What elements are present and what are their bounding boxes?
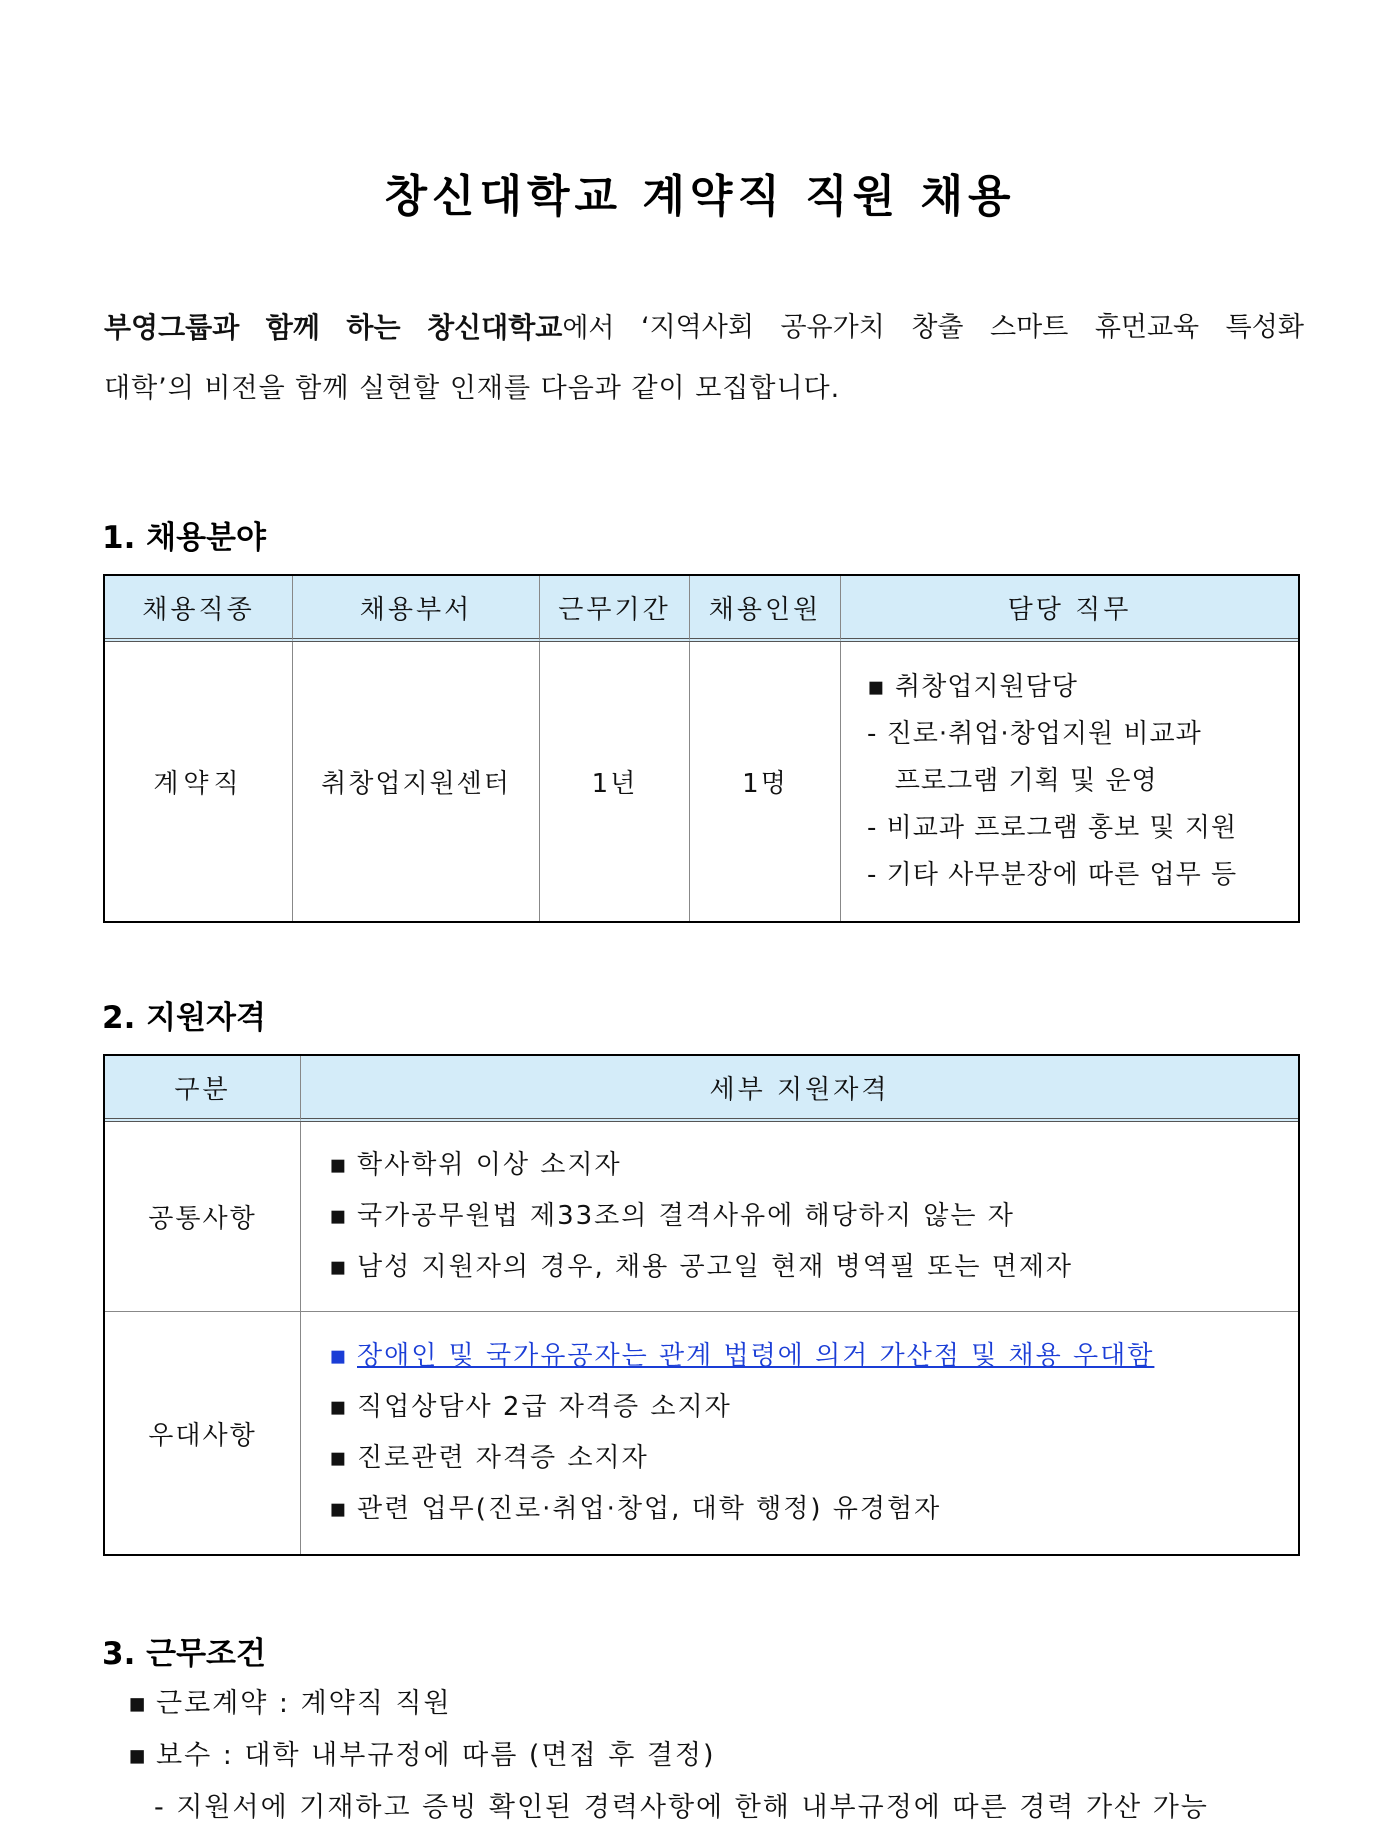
cell-pref-label: 우대사항 <box>105 1312 301 1554</box>
header-duty: 담당 직무 <box>841 576 1298 642</box>
table-row <box>105 642 1298 921</box>
intro-paragraph <box>104 298 1304 419</box>
intro-word: 특성화 <box>1225 312 1304 343</box>
bullet-square-icon: ▪ <box>128 1688 149 1719</box>
intro-line-1 <box>104 298 1304 359</box>
list-item: ▪ 국가공무원법 제33조의 결격사유에 해당하지 않는 자 <box>329 1191 1298 1242</box>
cell-job-type: 계약직 <box>105 642 293 921</box>
bullet-square-icon: ▪ <box>329 1150 349 1180</box>
recruitment-table <box>103 574 1300 923</box>
header-headcount: 채용인원 <box>690 576 841 642</box>
header-department: 채용부서 <box>293 576 540 642</box>
bullet-square-icon: ▪ <box>329 1252 349 1282</box>
qualifications-table <box>103 1054 1300 1556</box>
bullet-square-icon: ▪ <box>128 1740 149 1771</box>
table-header-row <box>105 576 1298 642</box>
cell-duty <box>841 642 1298 921</box>
intro-line-2: 대학’의 비전을 함께 실현할 인재를 다음과 같이 모집합니다. <box>104 373 841 404</box>
duty-line: - 진로·취업·창업지원 비교과 <box>867 719 1202 749</box>
duty-line: - 비교과 프로그램 홍보 및 지원 <box>867 813 1238 843</box>
list-item-note: - 지원서에 기재하고 증빙 확인된 경력사항에 한해 내부규정에 따른 경력 가산 가능 <box>154 1792 1209 1823</box>
intro-university: 창신대학교에서 <box>427 311 615 344</box>
list-item: ▪ 관련 업무(진로·취업·창업, 대학 행정) 유경험자 <box>329 1484 1298 1535</box>
duty-line: - 기타 사무분장에 따른 업무 등 <box>867 860 1238 890</box>
intro-word: ‘지역사회 <box>641 312 754 343</box>
cell-period: 1년 <box>540 642 690 921</box>
preference-link[interactable]: 장애인 및 국가유공자는 관계 법령에 의거 가산점 및 채용 우대함 <box>357 1341 1155 1371</box>
bullet-square-icon: ▪ <box>329 1201 349 1231</box>
intro-bold-text: 함께 <box>265 311 320 344</box>
page-title: 창신대학교 계약직 직원 채용 <box>384 171 1016 222</box>
header-category: 구분 <box>105 1056 301 1122</box>
work-conditions <box>128 1678 1209 1832</box>
cell-department: 취창업지원센터 <box>293 642 540 921</box>
intro-word: 공유가치 <box>780 312 885 343</box>
section-heading-recruitment: 1. 채용분야 <box>102 520 266 556</box>
list-item: ▪ 진로관련 자격증 소지자 <box>329 1433 1298 1484</box>
list-item: ▪ 보수 : 대학 내부규정에 따름 (면접 후 결정) <box>128 1730 1209 1782</box>
list-item-link[interactable] <box>329 1331 1298 1382</box>
header-details: 세부 지원자격 <box>301 1056 1298 1122</box>
header-period: 근무기간 <box>540 576 690 642</box>
intro-word: 휴먼교육 <box>1094 312 1200 343</box>
cell-pref-items <box>301 1312 1298 1554</box>
intro-word: 스마트 <box>990 312 1069 343</box>
bullet-square-icon: ▪ <box>329 1494 349 1524</box>
list-item: ▪ 근로계약 : 계약직 직원 <box>128 1678 1209 1730</box>
table-row <box>105 1122 1298 1312</box>
cell-common-items <box>301 1122 1298 1312</box>
cell-headcount: 1명 <box>690 642 841 921</box>
intro-bold-text: 부영그룹과 <box>104 311 240 344</box>
section-heading-qualifications: 2. 지원자격 <box>102 1000 266 1036</box>
bullet-square-icon: ▪ <box>867 672 886 702</box>
bullet-square-icon: ▪ <box>329 1443 349 1473</box>
intro-word: 창출 <box>911 312 964 343</box>
bullet-square-icon: ▪ <box>329 1392 349 1422</box>
header-job-type: 채용직종 <box>105 576 293 642</box>
table-row <box>105 1312 1298 1554</box>
section-heading-conditions: 3. 근무조건 <box>102 1636 266 1672</box>
list-item: ▪ 학사학위 이상 소지자 <box>329 1140 1298 1191</box>
bullet-square-icon: ▪ <box>329 1341 349 1371</box>
duty-title: ▪ 취창업지원담당 <box>867 664 1298 711</box>
cell-common-label: 공통사항 <box>105 1122 301 1312</box>
intro-bold-text: 하는 <box>346 311 401 344</box>
list-item: ▪ 직업상담사 2급 자격증 소지자 <box>329 1382 1298 1433</box>
duty-line: 프로그램 기획 및 운영 <box>867 766 1158 796</box>
list-item: ▪ 남성 지원자의 경우, 채용 공고일 현재 병역필 또는 면제자 <box>329 1242 1298 1293</box>
table-header-row <box>105 1056 1298 1122</box>
